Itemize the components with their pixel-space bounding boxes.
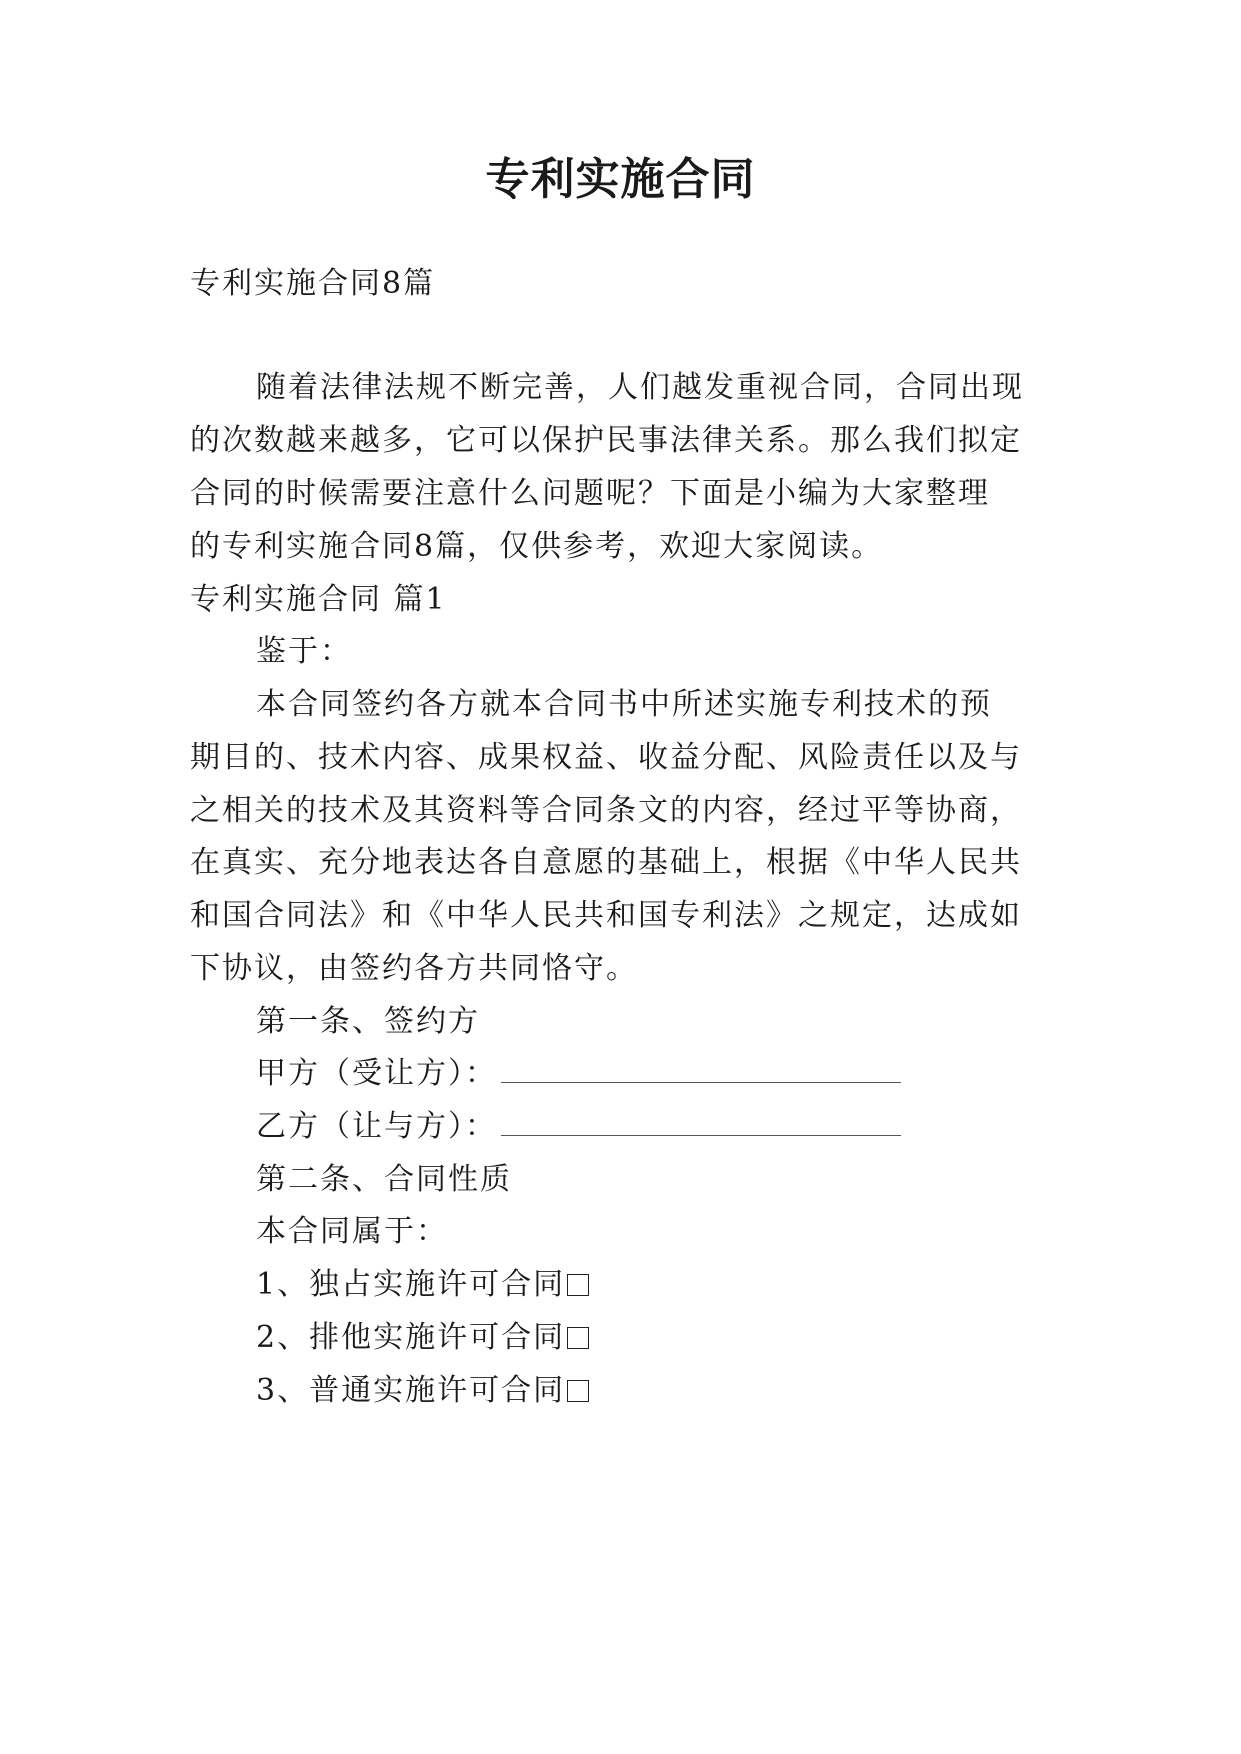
checkbox-icon[interactable] — [567, 1380, 589, 1402]
article-2-heading: 第二条、合同性质 — [256, 1162, 512, 1197]
document-subtitle: 专利实施合同8篇 — [190, 266, 436, 301]
party-b-label: 乙方（让与方）： — [256, 1109, 497, 1144]
party-a-row — [256, 1054, 901, 1094]
preamble-line: 之相关的技术及其资料等合同条文的内容，经过平等协商， — [190, 793, 1022, 828]
article-1-heading: 第一条、签约方 — [256, 1004, 480, 1039]
party-b-blank-field[interactable] — [501, 1109, 901, 1136]
contract-type-option — [256, 1371, 589, 1411]
section-heading: 专利实施合同 篇1 — [190, 582, 447, 617]
party-b-row — [256, 1107, 901, 1147]
intro-line: 的次数越来越多，它可以保护民事法律关系。那么我们拟定 — [190, 423, 1022, 458]
party-a-blank-field[interactable] — [501, 1056, 901, 1083]
whereas-label: 鉴于： — [256, 634, 352, 669]
contract-type-option — [256, 1318, 589, 1358]
option-label: 3、普通实施许可合同 — [256, 1373, 566, 1408]
party-a-label: 甲方（受让方）： — [256, 1056, 497, 1091]
preamble-line: 期目的、技术内容、成果权益、收益分配、风险责任以及与 — [190, 740, 1022, 775]
preamble-line: 在真实、充分地表达各自意愿的基础上，根据《中华人民共 — [190, 845, 1022, 880]
preamble-line: 和国合同法》和《中华人民共和国专利法》之规定，达成如 — [190, 898, 1022, 933]
document-title: 专利实施合同 — [485, 154, 756, 205]
intro-line: 合同的时候需要注意什么问题呢？下面是小编为大家整理 — [190, 476, 990, 511]
contract-type-option — [256, 1265, 589, 1305]
intro-line: 随着法律法规不断完善，人们越发重视合同，合同出现 — [256, 370, 1024, 405]
checkbox-icon[interactable] — [567, 1274, 589, 1296]
checkbox-icon[interactable] — [567, 1327, 589, 1349]
article-2-lead: 本合同属于： — [256, 1214, 448, 1249]
intro-line: 的专利实施合同8篇，仅供参考，欢迎大家阅读。 — [190, 529, 884, 564]
preamble-line: 下协议，由签约各方共同恪守。 — [190, 951, 638, 986]
preamble-line: 本合同签约各方就本合同书中所述实施专利技术的预 — [256, 687, 992, 722]
option-label: 2、排他实施许可合同 — [256, 1320, 566, 1355]
option-label: 1、独占实施许可合同 — [256, 1267, 566, 1302]
